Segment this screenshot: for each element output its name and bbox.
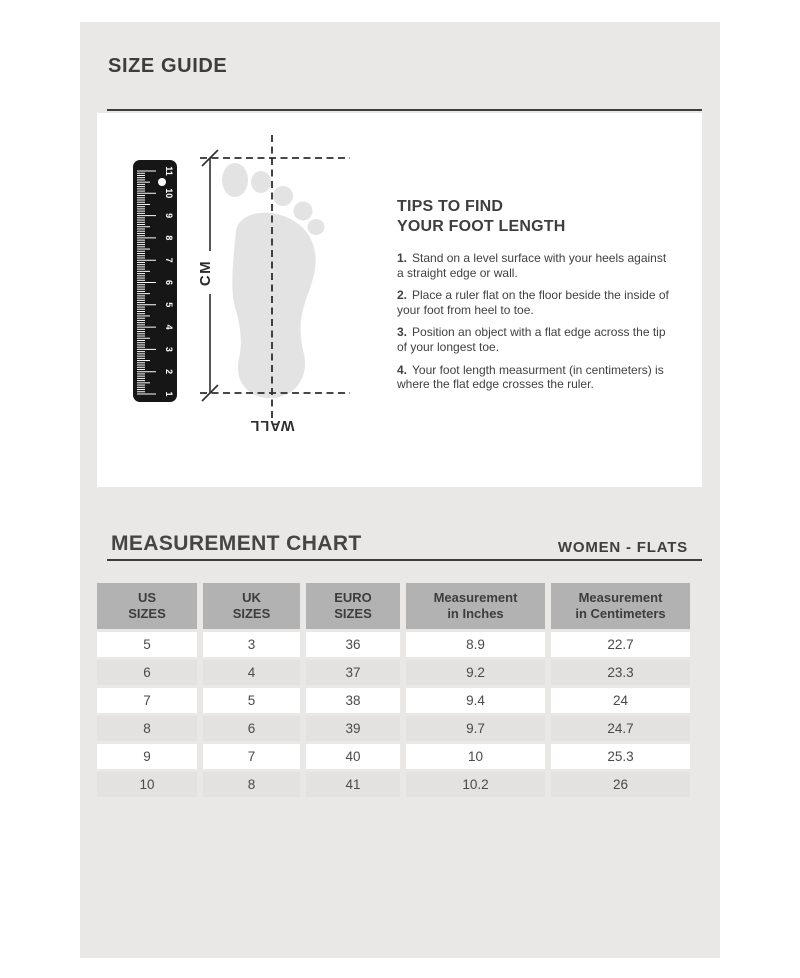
tips-title-line2: YOUR FOOT LENGTH (397, 218, 566, 235)
cell-centimeters: 23.3 (551, 660, 690, 685)
page-title: SIZE GUIDE (108, 55, 228, 77)
cell-us: 10 (97, 772, 197, 797)
cell-euro: 36 (306, 632, 400, 657)
svg-text:9: 9 (164, 213, 174, 219)
measurement-chart-title: MEASUREMENT CHART (111, 532, 362, 555)
tip-text: Stand on a level surface with your heels against a straight edge or wall. (397, 251, 667, 280)
chart-category-label: WOMEN - FLATS (557, 539, 688, 556)
header-line: US (137, 590, 157, 605)
header-line: UK (242, 590, 261, 605)
cell-uk: 5 (203, 688, 300, 713)
tip-text: Place a ruler flat on the floor beside the inside of your foot from heel to toe. (397, 288, 669, 317)
tip-item-3 (397, 325, 671, 354)
toe (251, 171, 271, 193)
cell-uk: 3 (203, 632, 300, 657)
size-conversion-table (91, 580, 696, 800)
svg-text:11: 11 (164, 166, 174, 176)
cell-inches: 8.9 (406, 632, 545, 657)
table-header-row (97, 583, 690, 629)
tip-item-2 (397, 288, 671, 317)
header-line: in Inches (447, 606, 504, 621)
svg-text:3: 3 (164, 346, 174, 352)
svg-text:2: 2 (164, 369, 174, 375)
cell-euro: 40 (306, 744, 400, 769)
cell-inches: 10 (406, 744, 545, 769)
cell-us: 6 (97, 660, 197, 685)
toe (294, 202, 313, 221)
tip-item-4 (397, 363, 671, 392)
cell-centimeters: 25.3 (551, 744, 690, 769)
svg-text:4: 4 (164, 324, 174, 330)
header-line: SIZES (128, 606, 166, 621)
cell-us: 5 (97, 632, 197, 657)
ruler-graphic (133, 160, 177, 402)
header-line: Measurement (433, 590, 518, 605)
foot-measurement-diagram (97, 113, 397, 487)
table-row (97, 688, 690, 713)
svg-text:7: 7 (164, 257, 174, 263)
svg-text:10: 10 (164, 188, 174, 199)
header-line: in Centimeters (575, 606, 666, 621)
toe (273, 186, 293, 206)
column-header-euro (306, 583, 400, 629)
table-row (97, 716, 690, 741)
cell-uk: 6 (203, 716, 300, 741)
cell-centimeters: 24 (551, 688, 690, 713)
column-header-inches (406, 583, 545, 629)
footprint-illustration (222, 163, 325, 398)
svg-text:1: 1 (164, 391, 174, 397)
ruler-hole (158, 178, 166, 186)
tip-text: Your foot length measurment (in centimeters) is where the flat edge crosses the ruler. (397, 362, 664, 392)
toe (308, 219, 325, 235)
header-line: EURO (334, 590, 372, 605)
table-body (97, 632, 690, 797)
cell-euro: 37 (306, 660, 400, 685)
chart-divider (107, 559, 702, 561)
cell-uk: 4 (203, 660, 300, 685)
tips-title-line1: TIPS TO FIND (397, 198, 504, 215)
big-toe (222, 163, 248, 197)
tip-number: 4. (397, 362, 408, 377)
tip-number: 2. (397, 288, 408, 303)
cell-centimeters: 24.7 (551, 716, 690, 741)
cell-inches: 9.7 (406, 716, 545, 741)
cell-inches: 9.4 (406, 688, 545, 713)
column-header-uk (203, 583, 300, 629)
tip-text: Position an object with a flat edge across the tip of your longest toe. (397, 325, 666, 354)
tips-title (397, 197, 671, 237)
svg-text:8: 8 (164, 235, 174, 241)
svg-text:5: 5 (164, 302, 174, 308)
table-row (97, 772, 690, 797)
cell-uk: 7 (203, 744, 300, 769)
measuring-diagram-card (97, 113, 702, 487)
table-row (97, 660, 690, 685)
tips-section (397, 197, 671, 400)
tip-item-1 (397, 251, 671, 280)
size-guide-panel (80, 22, 720, 958)
cell-us: 9 (97, 744, 197, 769)
foot-sole-shape (232, 213, 315, 398)
tip-number: 1. (397, 251, 408, 265)
cell-euro: 39 (306, 716, 400, 741)
cell-centimeters: 26 (551, 772, 690, 797)
cell-euro: 41 (306, 772, 400, 797)
header-line: SIZES (232, 606, 271, 621)
table-row (97, 632, 690, 657)
title-divider (107, 109, 702, 111)
cell-us: 7 (97, 688, 197, 713)
cell-us: 8 (97, 716, 197, 741)
cell-uk: 8 (203, 772, 300, 797)
cell-euro: 38 (306, 688, 400, 713)
table-row (97, 744, 690, 769)
cell-inches: 10.2 (406, 772, 545, 797)
tip-number: 3. (397, 325, 408, 340)
cell-inches: 9.2 (406, 660, 545, 685)
header-line: SIZES (334, 606, 372, 621)
column-header-us (97, 583, 197, 629)
cm-label: CM (197, 259, 214, 287)
cell-centimeters: 22.7 (551, 632, 690, 657)
column-header-centimeters (551, 583, 690, 629)
svg-text:6: 6 (164, 279, 174, 286)
table-header (97, 583, 690, 629)
wall-label: WALL (249, 417, 295, 433)
header-line: Measurement (578, 590, 663, 605)
